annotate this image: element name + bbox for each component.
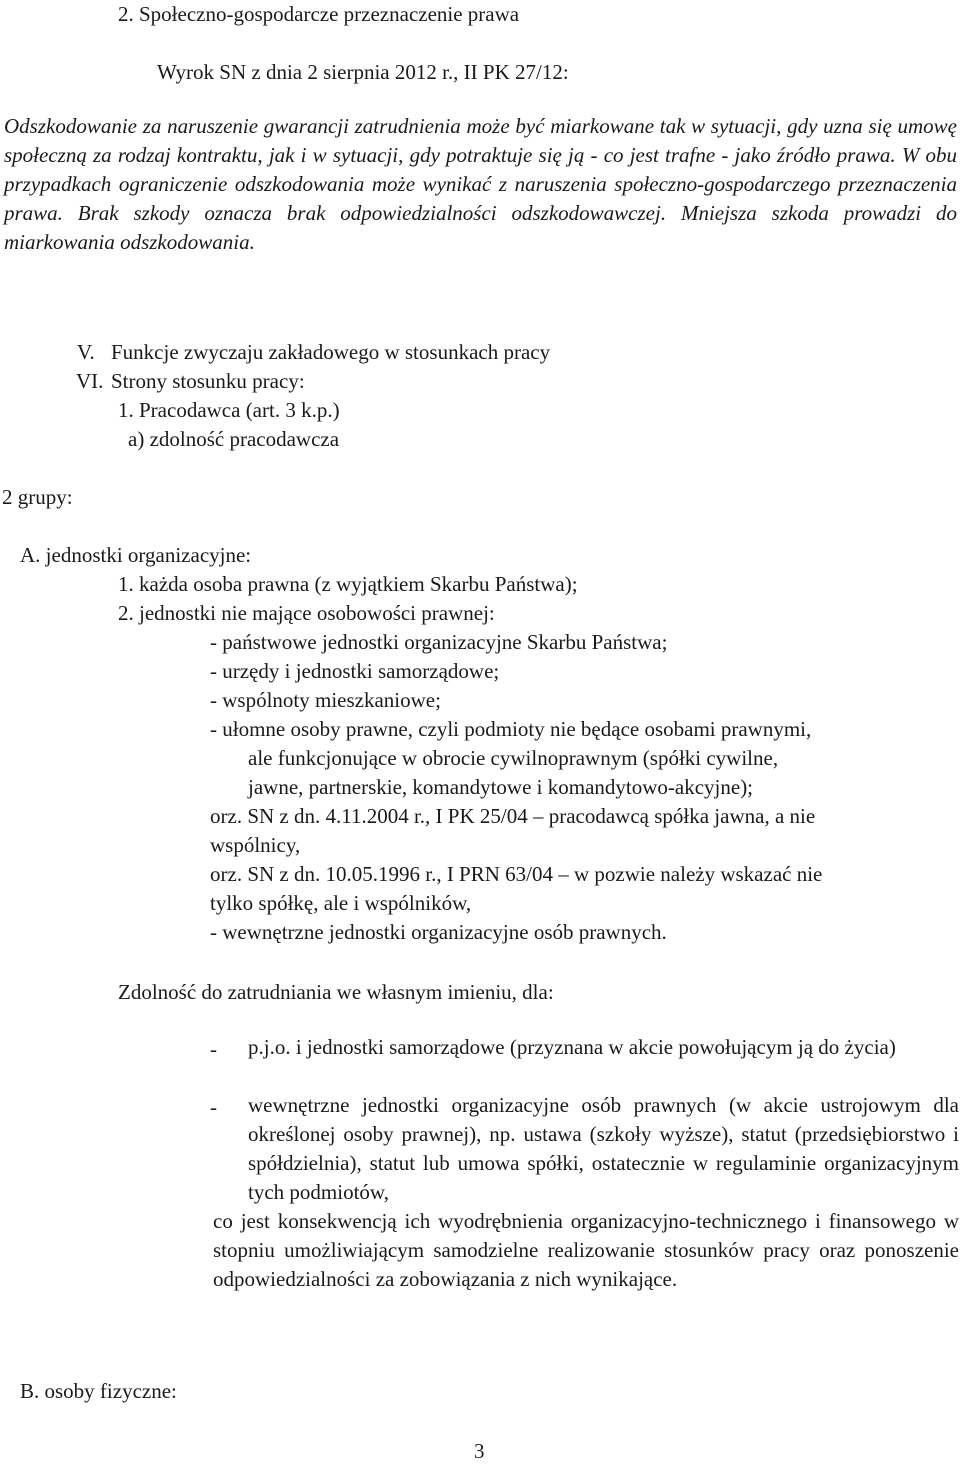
group-a-bullet-3: - wspólnoty mieszkaniowe; bbox=[210, 688, 441, 712]
groups-label: 2 grupy: bbox=[2, 485, 73, 509]
group-a-bullet-1: - państwowe jednostki organizacyjne Skarbu Państwa; bbox=[210, 630, 668, 654]
group-a-item-1: 1. każda osoba prawna (z wyjątkiem Skarbu Państwa); bbox=[118, 572, 578, 596]
ruling-text-paragraph: Odszkodowanie za naruszenie gwarancji zatrudnienia może być miarkowane tak w sytuacji, gdy uzna się umowę społeczną za rodzaj kontraktu, jak i w sytuacji, gdy potraktuje się ją - co jest trafne - jako źródło prawa. W obu przypadkach ograniczenie odszkodowania może wynikać z naruszenia społeczno-gospodarczego przeznaczenia prawa. Brak szkody oznacza brak odpowiedzialności odszkodowawczej. Mniejsza szkoda prowadzi do miarkowania odszkodowania. bbox=[4, 114, 957, 254]
page-number: 3 bbox=[474, 1439, 485, 1463]
group-a-bullet-4-cont-1: ale funkcjonujące w obrocie cywilnoprawnym (spółki cywilne, bbox=[248, 746, 779, 770]
subsection-employer: 1. Pracodawca (art. 3 k.p.) bbox=[118, 398, 340, 422]
group-a-bullet-4-cont-2: jawne, partnerskie, komandytowe i komandytowo-akcyjne); bbox=[248, 775, 754, 799]
section-v-number: V. bbox=[77, 340, 95, 364]
subsection-employer-capacity: a) zdolność pracodawcza bbox=[128, 427, 340, 451]
court-ruling-2-line-1: orz. SN z dn. 10.05.1996 r., I PRN 63/04 – w pozwie należy wskazać nie bbox=[210, 862, 823, 886]
group-a-title: A. jednostki organizacyjne: bbox=[20, 543, 252, 567]
group-a-bullet-last: - wewnętrzne jednostki organizacyjne osób prawnych. bbox=[210, 920, 667, 944]
ruling-citation: Wyrok SN z dnia 2 sierpnia 2012 r., II PK 27/12: bbox=[157, 60, 569, 84]
group-b-title: B. osoby fizyczne: bbox=[20, 1379, 177, 1403]
group-a-bullet-4: - ułomne osoby prawne, czyli podmioty nie będące osobami prawnymi, bbox=[210, 717, 812, 741]
heading-social-economic-purpose: 2. Społeczno-gospodarcze przeznaczenie prawa bbox=[118, 2, 520, 26]
court-ruling-1-line-1: orz. SN z dn. 4.11.2004 r., I PK 25/04 – pracodawcą spółka jawna, a nie bbox=[210, 804, 816, 828]
court-ruling-2-line-2: tylko spółkę, ale i wspólników, bbox=[210, 891, 472, 915]
court-ruling-1-line-2: wspólnicy, bbox=[210, 833, 301, 857]
group-a-bullet-2: - urzędy i jednostki samorządowe; bbox=[210, 659, 500, 683]
group-a-item-2: 2. jednostki nie mające osobowości prawnej: bbox=[118, 601, 495, 625]
section-vi-title: Strony stosunku pracy: bbox=[111, 369, 305, 393]
capacity-item-1: p.j.o. i jednostki samorządowe (przyznana w akcie powołującym ją do życia) bbox=[248, 1035, 896, 1059]
section-v-title: Funkcje zwyczaju zakładowego w stosunkach pracy bbox=[111, 340, 551, 364]
capacity-item-2: wewnętrzne jednostki organizacyjne osób prawnych (w akcie ustrojowym dla określonej osoby prawnej), np. ustawa (szkoły wyższe), statut (przedsiębiorstwo i spółdzielnia), statut lub umowa spółki, ostatecznie w regulaminie organizacyjnym tych podmiotów, bbox=[248, 1093, 959, 1204]
capacity-dash-2: - bbox=[210, 1095, 217, 1119]
capacity-dash-1: - bbox=[210, 1037, 217, 1061]
capacity-title: Zdolność do zatrudniania we własnym imieniu, dla: bbox=[118, 980, 554, 1004]
section-vi-number: VI. bbox=[76, 369, 104, 393]
capacity-conclusion: co jest konsekwencją ich wyodrębnienia organizacyjno-technicznego i finansowego w stopniu umożliwiającym samodzielne realizowanie stosunków pracy oraz ponoszenie odpowiedzialności za zobowiązania z nich wynikające. bbox=[213, 1209, 959, 1291]
